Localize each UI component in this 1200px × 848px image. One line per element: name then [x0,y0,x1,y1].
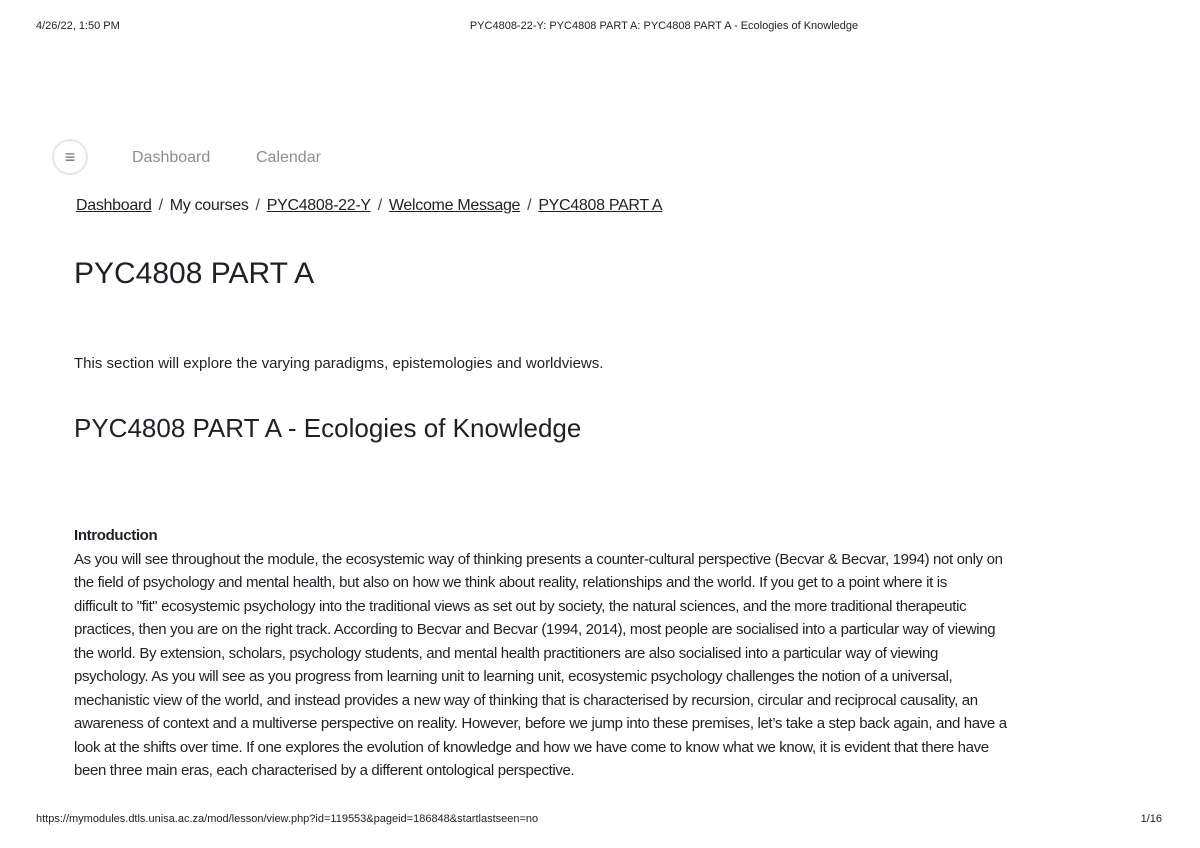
print-url: https://mymodules.dtls.unisa.ac.za/mod/lesson/view.php?id=119553&pageid=186848&startlastseen=no [36,813,539,825]
breadcrumb-my-courses: My courses [169,197,249,214]
breadcrumb [76,197,662,215]
breadcrumb-separator: / [377,197,382,214]
content-line: practices, then you are on the right track. According to Becvar and Becvar (1994, 2014), most people are socialised into a particular way of viewing [74,621,996,638]
content-line: mechanistic view of the world, and instead provides a new way of thinking that is characterised by recursion, circular and reciprocal causality, an [74,691,978,709]
print-title: PYC4808-22-Y: PYC4808 PART A: PYC4808 PART A - Ecologies of Knowledge [469,20,859,32]
content-line: As you will see throughout the module, the ecosystemic way of thinking presents a counter-cultural perspective (Becvar & Becvar, 1994) not only on [74,550,1003,568]
hamburger-icon: ≡ [64,146,76,167]
breadcrumb-separator: / [255,197,260,214]
content-heading: Introduction [74,527,158,544]
content-line: awareness of context and a multiverse perspective on reality. However, before we jump into these premises, let’s take a step back again, and have a [74,715,1007,732]
lesson-title: PYC4808 PART A - Ecologies of Knowledge [74,413,582,443]
content-line: been three main eras, each characterised by a different ontological perspective. [74,762,575,779]
content-line: difficult to "fit" ecosystemic psychology into the traditional views as set out by society, the natural sciences, and the more traditional therapeutic [74,597,967,615]
print-page-number: 1/16 [1140,813,1162,825]
breadcrumb-separator: / [158,197,163,214]
lesson-content [74,524,1144,783]
content-line: psychology. As you will see as you progress from learning unit to learning unit, ecosystemic psychology challenges the notion of a universal, [74,668,953,685]
breadcrumb-course[interactable]: PYC4808-22-Y [266,197,371,214]
page-title: PYC4808 PART A [74,257,315,290]
content-line: the world. By extension, scholars, psychology students, and mental health practitioners are also socialised into a particular way of viewing [74,644,938,662]
print-datetime: 4/26/22, 1:50 PM [36,20,120,32]
content-line: the field of psychology and mental health, but also on how we think about reality, relationships and the world. If you get to a point where it is [74,574,947,591]
nav-calendar[interactable]: Calendar [256,149,321,166]
content-line: look at the shifts over time. If one explores the evolution of knowledge and how we have come to know what we know, it is evident that there have [74,738,989,756]
section-description: This section will explore the varying paradigms, epistemologies and worldviews. [74,355,604,372]
nav-dashboard[interactable]: Dashboard [132,149,211,166]
breadcrumb-part-a[interactable]: PYC4808 PART A [538,197,663,214]
menu-button[interactable] [52,139,88,175]
breadcrumb-welcome-message[interactable]: Welcome Message [388,197,521,214]
breadcrumb-dashboard[interactable]: Dashboard [76,197,152,214]
breadcrumb-separator: / [527,197,532,214]
